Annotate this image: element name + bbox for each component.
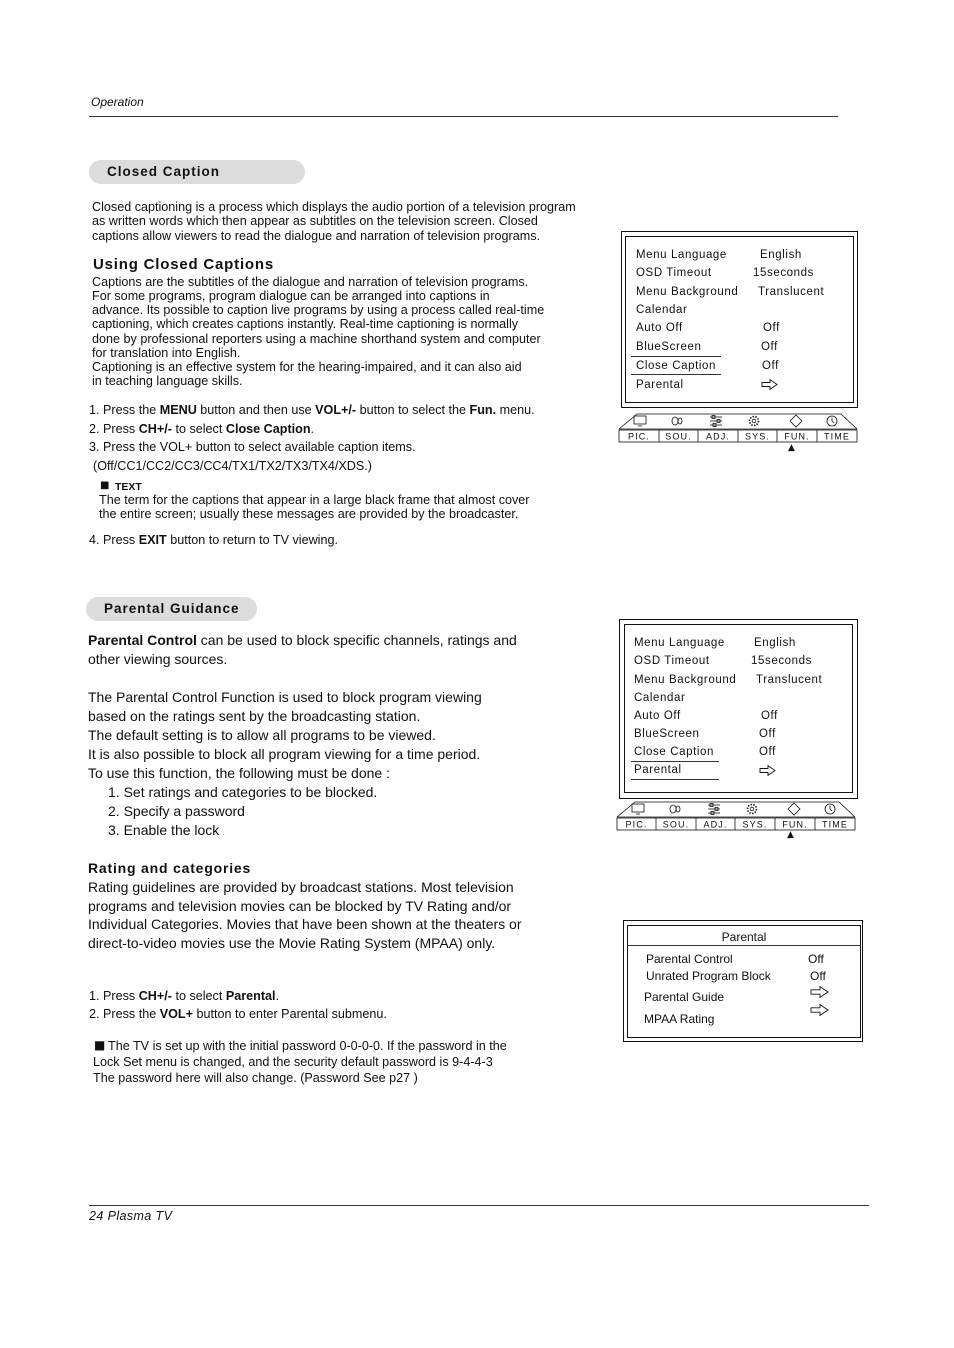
menu-item-label: BlueScreen <box>636 341 702 353</box>
menu-item-label: Calendar <box>634 692 686 704</box>
step-text: 2. Press the <box>89 1007 160 1021</box>
diamond-icon <box>788 803 800 815</box>
body-line: advance. Its possible to caption live programs by using a process called real-time <box>92 303 545 317</box>
menu-item-value: Off <box>763 322 780 334</box>
step-text: menu. <box>496 403 535 417</box>
password-note-line: The TV is set up with the initial password 0-0-0-0. If the password in the <box>108 1039 507 1053</box>
step-text: to select <box>171 989 226 1003</box>
menu-item-value: Translucent <box>758 286 825 298</box>
menu-item-label: OSD Timeout <box>636 267 712 279</box>
menu-item-label: Menu Background <box>636 286 739 298</box>
parental-body-line: The Parental Control Function is used to block program viewing <box>88 689 482 705</box>
submenu-item-label: Unrated Program Block <box>646 969 771 983</box>
closed-caption-heading-pill <box>89 160 305 184</box>
parental-body-line: The default setting is to allow all programs to be viewed. <box>88 727 436 743</box>
gear-icon <box>750 417 759 426</box>
submenu-item-label: Parental Guide <box>644 990 725 1004</box>
parental-body-line: based on the ratings sent by the broadcasting station. <box>88 708 421 724</box>
parental-submenu-panel <box>623 920 863 1042</box>
tab-label: ADJ. <box>703 819 728 830</box>
menu-item-value: Off <box>761 341 778 353</box>
ch-key: CH+/- <box>138 422 172 436</box>
selection-bottom-line <box>631 779 719 780</box>
tab-label: PIC. <box>625 819 648 830</box>
ch-key: CH+/- <box>138 989 172 1003</box>
step-text: 1. Press <box>89 989 139 1003</box>
selection-top-line <box>631 761 719 762</box>
parental-guidance-heading-pill <box>86 597 257 621</box>
step-text: button to return to TV viewing. <box>166 533 338 547</box>
menu-item-label: Calendar <box>636 304 688 316</box>
submenu-item-value: Off <box>808 952 824 966</box>
fun-menu-tab-bar <box>617 411 860 445</box>
caption-options: (Off/CC1/CC2/CC3/CC4/TX1/TX2/TX3/TX4/XDS.) <box>93 459 372 473</box>
fun-menu-tab-bar <box>615 799 858 833</box>
tab-label: ADJ. <box>706 431 730 442</box>
menu-item-label: Auto Off <box>636 322 683 334</box>
fun-menu-panel-close-caption <box>621 231 858 408</box>
parental-lead-line-2: other viewing sources. <box>88 651 228 667</box>
section-title: Operation <box>91 95 144 109</box>
tv-icon <box>634 416 646 426</box>
menu-item-label: Close Caption <box>634 746 715 758</box>
menu-item-value: Off <box>762 360 779 372</box>
parental-lead-line <box>88 631 517 650</box>
body-line: Captions are the subtitles of the dialogue and narration of television programs. <box>92 275 529 289</box>
step-text: . <box>275 989 280 1003</box>
lead-text: can be used to block specific channels, ratings and <box>196 632 517 648</box>
diamond-icon <box>790 415 802 427</box>
menu-item-value: 15seconds <box>751 655 813 667</box>
tab-label: SYS. <box>745 431 770 442</box>
tab-label-active: FUN. <box>784 431 810 442</box>
menu-item-value: Off <box>759 746 776 758</box>
clock-icon <box>825 804 835 814</box>
parental-guidance-heading: Parental Guidance <box>104 601 240 616</box>
selection-bottom-line <box>631 374 721 375</box>
gear-icon <box>748 805 757 814</box>
text-note-bullet: ■ <box>100 480 110 491</box>
menu-item-label-selected: Close Caption <box>636 360 717 372</box>
menu-item-label: OSD Timeout <box>634 655 710 667</box>
active-tab-marker: ▲ <box>787 830 794 840</box>
rating-heading: Rating and categories <box>88 860 252 876</box>
text-note-label: TEXT <box>115 481 142 493</box>
pg-step-1 <box>89 989 279 1003</box>
rating-line: programs and television movies can be blocked by TV Rating and/or <box>88 898 512 914</box>
cc-step-4 <box>89 533 338 547</box>
parental-body-line: It is also possible to block all program viewing for a time period. <box>88 746 481 762</box>
sliders-icon <box>710 416 722 427</box>
parental-list-item: 2. Specify a password <box>108 803 245 819</box>
intro-line: as written words which then appear as subtitles on the television screen. Closed <box>92 214 538 228</box>
step-text: . <box>310 422 315 436</box>
tab-label-active: FUN. <box>782 819 808 830</box>
close-caption-item: Close Caption <box>225 422 311 436</box>
parental-list-item: 1. Set ratings and categories to be blocked. <box>108 784 378 800</box>
arrow-right-icon <box>761 379 778 390</box>
header-rule <box>89 116 838 117</box>
cc-step-3: 3. Press the VOL+ button to select available caption items. <box>89 440 416 454</box>
password-note-line: The password here will also change. (Password See p27 ) <box>93 1071 418 1085</box>
submenu-item-label: Parental Control <box>646 952 733 966</box>
step-text: to select <box>171 422 226 436</box>
sliders-icon <box>708 804 720 815</box>
parental-list-item: 3. Enable the lock <box>108 822 220 838</box>
footer-rule <box>89 1205 869 1206</box>
submenu-item-label: MPAA Rating <box>644 1012 715 1026</box>
menu-item-value: English <box>754 637 796 649</box>
menu-item-value: Off <box>761 710 778 722</box>
password-note-bullet: ■ <box>94 1038 106 1052</box>
title-divider <box>627 945 861 946</box>
arrow-right-icon <box>810 986 829 998</box>
submenu-item-value: Off <box>810 969 826 983</box>
step-text: button to select the <box>356 403 470 417</box>
sound-icon <box>670 805 680 813</box>
tab-label: SOU. <box>665 431 692 442</box>
arrow-right-icon <box>810 1004 829 1016</box>
tab-label: SYS. <box>742 819 768 830</box>
menu-item-label: Menu Background <box>634 674 737 686</box>
step-text: 4. Press <box>89 533 139 547</box>
cc-step-1 <box>89 403 535 417</box>
arrow-right-icon <box>759 765 776 776</box>
menu-item-value: English <box>760 249 802 261</box>
intro-line: Closed captioning is a process which displays the audio portion of a television program <box>92 200 576 214</box>
menu-item-label-selected: Parental <box>634 764 682 776</box>
body-line: captioning, which creates captions instantly. Real-time captioning is normally <box>92 317 519 331</box>
tab-label: TIME <box>822 819 848 830</box>
step-text: button and then use <box>196 403 316 417</box>
menu-item-label: BlueScreen <box>634 728 700 740</box>
selection-top-line <box>631 356 721 357</box>
parental-submenu-title: Parental <box>721 930 767 944</box>
body-line: done by professional reporters using a machine shorthand system and computer <box>92 332 541 346</box>
tab-label: PIC. <box>628 431 650 442</box>
step-text: button to enter Parental submenu. <box>192 1007 387 1021</box>
sound-icon <box>672 417 682 425</box>
body-line: for translation into English. <box>92 346 241 360</box>
closed-caption-heading: Closed Caption <box>107 164 221 179</box>
rating-line: Individual Categories. Movies that have been shown at the theaters or <box>88 916 522 932</box>
fun-menu-name: Fun. <box>469 403 497 417</box>
menu-item-label: Menu Language <box>634 637 725 649</box>
pg-step-2 <box>89 1007 387 1021</box>
menu-item-label: Menu Language <box>636 249 727 261</box>
menu-item-value: 15seconds <box>753 267 815 279</box>
tv-icon <box>632 804 644 814</box>
body-line: in teaching language skills. <box>92 374 243 388</box>
tab-bar-outline <box>619 414 857 429</box>
password-note-line: Lock Set menu is changed, and the security default password is 9-4-4-3 <box>93 1055 493 1069</box>
parental-control-term: Parental Control <box>88 632 197 648</box>
menu-item-label: Auto Off <box>634 710 681 722</box>
rating-line: direct-to-video movies use the Movie Rating System (MPAA) only. <box>88 935 496 951</box>
exit-key: EXIT <box>138 533 167 547</box>
using-closed-captions-heading: Using Closed Captions <box>93 256 274 273</box>
page-footer-label: 24 Plasma TV <box>89 1209 173 1223</box>
parental-item: Parental <box>225 989 276 1003</box>
vol-key: VOL+ <box>159 1007 193 1021</box>
text-note-line: The term for the captions that appear in a large black frame that almost cover <box>99 493 530 507</box>
tab-bar-outline <box>617 802 855 817</box>
menu-item-value: Off <box>759 728 776 740</box>
body-line: Captioning is an effective system for the hearing-impaired, and it can also aid <box>92 360 522 374</box>
intro-line: captions allow viewers to read the dialogue and narration of television programs. <box>92 229 541 243</box>
step-text: 1. Press the <box>89 403 160 417</box>
step-text: 2. Press <box>89 422 139 436</box>
menu-item-label: Parental <box>636 379 684 391</box>
clock-icon <box>827 416 837 426</box>
tab-label-row <box>617 818 855 830</box>
fun-menu-panel-parental <box>619 619 858 799</box>
rating-line: Rating guidelines are provided by broadcast stations. Most television <box>88 879 514 895</box>
body-line: For some programs, program dialogue can be arranged into captions in <box>92 289 490 303</box>
tab-label: SOU. <box>662 819 690 830</box>
text-note-line: the entire screen; usually these messages are provided by the broadcaster. <box>99 507 519 521</box>
menu-key: MENU <box>159 403 197 417</box>
tab-label: TIME <box>824 431 850 442</box>
active-tab-marker: ▲ <box>788 443 795 453</box>
vol-key: VOL+/- <box>315 403 357 417</box>
parental-body-line: To use this function, the following must be done : <box>88 765 390 781</box>
menu-item-value: Translucent <box>756 674 823 686</box>
cc-step-2 <box>89 422 314 436</box>
